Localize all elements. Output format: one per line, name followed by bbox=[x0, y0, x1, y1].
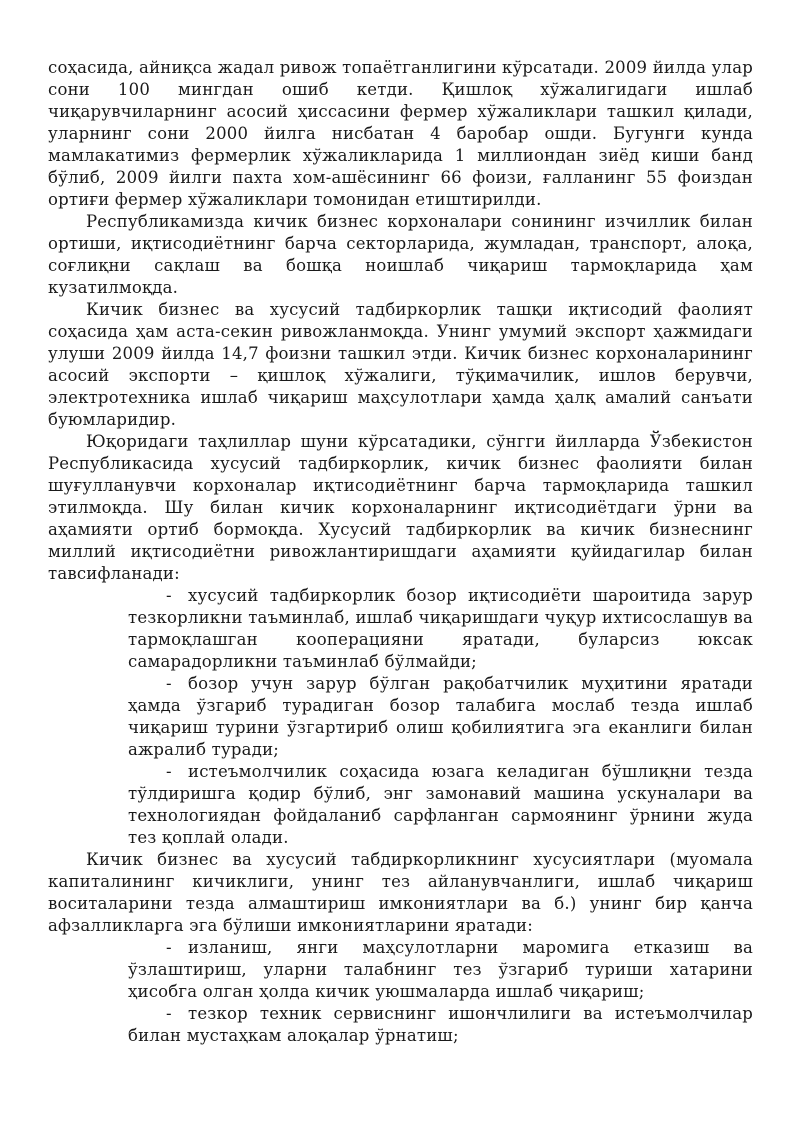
list-item-text: хусусий тадбиркорлик бозор иқтисодиёти шароитида зарур тезкорликни таъминлаб, ишлаб чиқаришдаги чуқур ихтисослашув ва тармоқлашган кооперацияни яратади, буларсиз юксак самарадорликни таъминлаб бўлмайди; bbox=[128, 586, 753, 671]
document-page bbox=[48, 57, 753, 1047]
paragraph: Кичик бизнес ва хусусий табдиркорликнинг хусусиятлари (муомала капиталининг кичиклиги, унинг тез айланувчанлиги, ишлаб чиқариш воситаларини тезда алмаштириш имкониятлари ва б.) унинг бир қанча афзалликларга эга бўлиши имкониятларини яратади: bbox=[48, 850, 753, 935]
list-item-text: изланиш, янги маҳсулотларни маромига етказиш ва ўзлаштириш, уларни талабнинг тез ўзгариб туриши хатарини ҳисобга олган ҳолда кичик уюшмаларда ишлаб чиқариш; bbox=[128, 938, 753, 1001]
bullet-dash: - bbox=[166, 1004, 172, 1023]
list-item bbox=[128, 1003, 753, 1047]
list-item bbox=[128, 673, 753, 761]
list-item bbox=[128, 937, 753, 1003]
paragraph: Юқоридаги таҳлиллар шуни кўрсатадики, сўнгги йилларда Ўзбекистон Республикасида хусусий тадбиркорлик, кичик бизнес фаолияти билан шуғулланувчи корхоналар иқтисодиётнинг барча тармоқларида ташкил этилмоқда. Шу билан кичик корхоналарнинг иқтисодиётдаги ўрни ва аҳамияти ортиб бормоқда. Хусусий тадбиркорлик ва кичик бизнеснинг миллий иқтисодиётни ривожлантиришдаги аҳамияти қуйидагилар билан тавсифланади: bbox=[48, 432, 753, 583]
bullet-list bbox=[48, 937, 753, 1047]
list-item bbox=[128, 761, 753, 849]
bullet-dash: - bbox=[166, 938, 172, 957]
list-item-text: тезкор техник сервиснинг ишончлилиги ва истеъмолчилар билан мустаҳкам алоқалар ўрнатиш; bbox=[128, 1004, 753, 1045]
list-item-text: истеъмолчилик соҳасида юзага келадиган бўшлиқни тезда тўлдиришга қодир бўлиб, энг замонавий машина ускуналари ва технологиядан фойдаланиб сарфланган сармоянинг ўрнини жуда тез қоплай олади. bbox=[128, 762, 753, 847]
bullet-dash: - bbox=[166, 586, 172, 605]
bullet-dash: - bbox=[166, 674, 172, 693]
bullet-dash: - bbox=[166, 762, 172, 781]
paragraph: соҳасида, айниқса жадал ривож топаётганлигини кўрсатади. 2009 йилда улар сони 100 мингдан ошиб кетди. Қишлоқ хўжалигидаги ишлаб чиқарувчиларнинг асосий ҳиссасини фермер хўжаликлари ташкил қилади, уларнинг сони 2000 йилга нисбатан 4 баробар ошди. Бугунги кунда мамлакатимиз фермерлик хўжаликларида 1 миллиондан зиёд киши банд бўлиб, 2009 йилги пахта хом-ашёсининг 66 фоизи, ғалланинг 55 фоиздан ортиғи фермер хўжаликлари томонидан етиштирилди. bbox=[48, 58, 753, 209]
paragraph: Республикамизда кичик бизнес корхоналари сонининг изчиллик билан ортиши, иқтисодиётнинг барча секторларида, жумладан, транспорт, алоқа, соғлиқни сақлаш ва бошқа ноишлаб чиқариш тармоқларида ҳам кузатилмоқда. bbox=[48, 212, 753, 297]
list-item-text: бозор учун зарур бўлган рақобатчилик муҳитини яратади ҳамда ўзгариб турадиган бозор талабига мослаб тезда ишлаб чиқариш турини ўзгартириб олиш қобилиятига эга еканлиги билан ажралиб туради; bbox=[128, 674, 753, 759]
bullet-list bbox=[48, 585, 753, 849]
paragraph: Кичик бизнес ва хусусий тадбиркорлик ташқи иқтисодий фаолият соҳасида ҳам аста-секин ривожланмоқда. Унинг умумий экспорт ҳажмидаги улуши 2009 йилда 14,7 фоизни ташкил этди. Кичик бизнес корхоналарининг асосий экспорти – қишлоқ хўжалиги, тўқимачилик, ишлов берувчи, электротехника ишлаб чиқариш маҳсулотлари ҳамда ҳалқ амалий санъати буюмларидир. bbox=[48, 300, 753, 429]
list-item bbox=[128, 585, 753, 673]
